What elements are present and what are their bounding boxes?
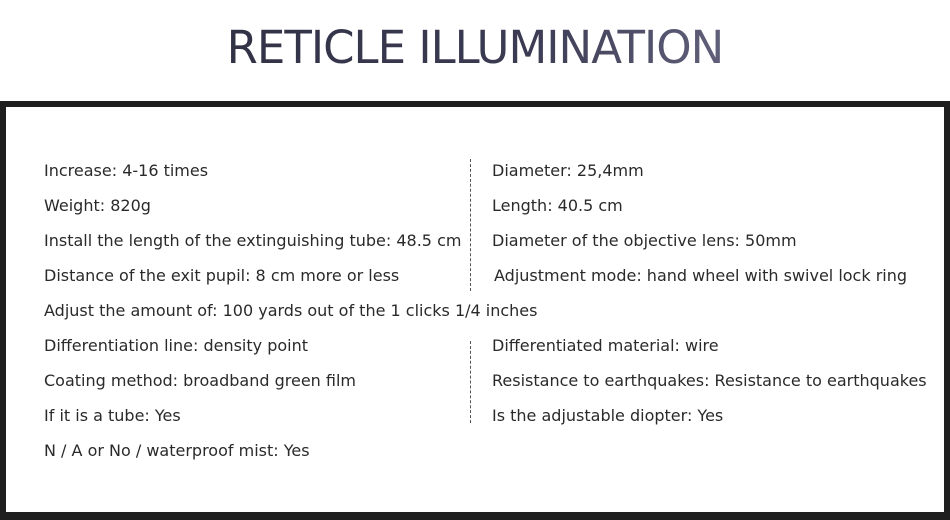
spec-row: [6, 329, 944, 364]
spec-row: [6, 224, 944, 259]
spec-row: [6, 364, 944, 399]
spec-coating-method: Coating method: broadband green film: [44, 371, 357, 390]
spec-row: [6, 434, 944, 469]
spec-waterproof: N / A or No / waterproof mist: Yes: [44, 441, 310, 460]
spec-objective-diameter: Diameter of the objective lens: 50mm: [492, 231, 797, 250]
spec-length: Length: 40.5 cm: [492, 196, 623, 215]
spec-row: [6, 259, 944, 294]
spec-differentiated-material: Differentiated material: wire: [492, 336, 719, 355]
spec-tube-length: Install the length of the extinguishing tube: 48.5 cm: [44, 231, 462, 250]
spec-row: [6, 399, 944, 434]
spec-panel: [0, 101, 950, 520]
spec-weight: Weight: 820g: [44, 196, 151, 215]
spec-row: [6, 189, 944, 224]
page-title: RETICLE ILLUMINATION: [0, 18, 950, 78]
spec-is-tube: If it is a tube: Yes: [44, 406, 181, 425]
spec-diameter: Diameter: 25,4mm: [492, 161, 644, 180]
spec-row: [6, 294, 944, 329]
spec-adjustment-mode: Adjustment mode: hand wheel with swivel lock ring: [494, 266, 908, 285]
spec-increase: Increase: 4-16 times: [44, 161, 209, 180]
spec-earthquake-resistance: Resistance to earthquakes: Resistance to earthquakes: [492, 371, 927, 390]
spec-adjust-amount: Adjust the amount of: 100 yards out of the 1 clicks 1/4 inches: [44, 301, 538, 320]
spec-differentiation-line: Differentiation line: density point: [44, 336, 309, 355]
spec-row: [6, 154, 944, 189]
spec-exit-pupil: Distance of the exit pupil: 8 cm more or less: [44, 266, 400, 285]
spec-adjustable-diopter: Is the adjustable diopter: Yes: [492, 406, 724, 425]
